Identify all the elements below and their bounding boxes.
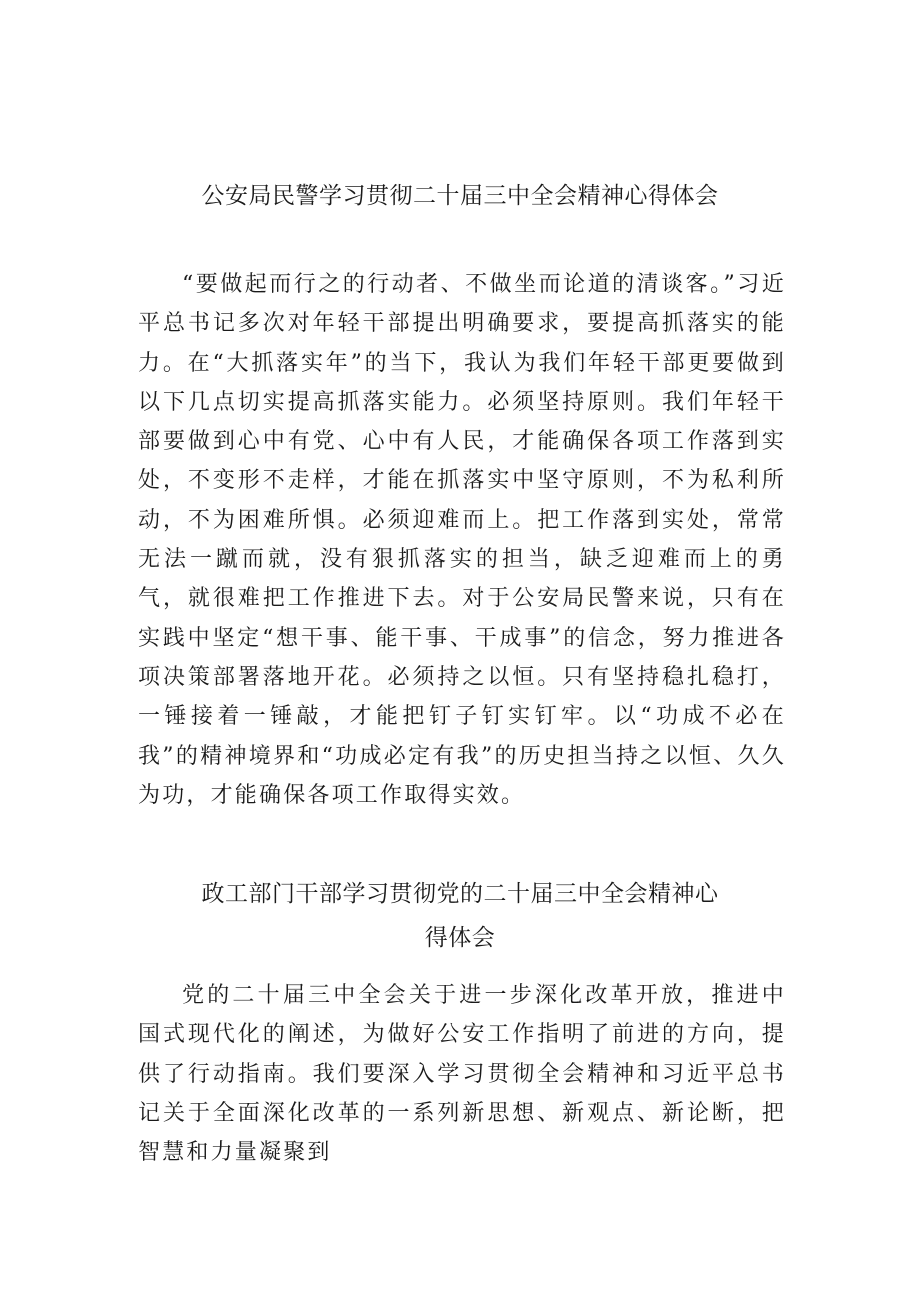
article-body-2: 党的二十届三中全会关于进一步深化改革开放，推进中国式现代化的阐述，为做好公安工作指明了前进的方向，提供了行动指南。我们要深入学习贯彻全会精神和习近平总书记关于全面深化改革的一系列新思想、新观点、新论断，把智慧和力量凝聚到	[138, 983, 786, 1166]
article-title-2: 政工部门干部学习贯彻党的二十届三中全会精神心得体会	[201, 881, 719, 951]
article-body-1: “要做起而行之的行动者、不做坐而论道的清谈客。”习近平总书记多次对年轻干部提出明确要求，要提高抓落实的能力。在“大抓落实年”的当下，我认为我们年轻干部更要做到以下几点切实提高抓落实能力。必须坚持原则。我们年轻干部要做到心中有党、心中有人民，才能确保各项工作落到实处，不变形不走样，才能在抓落实中坚守原则，不为私利所动，不为困难所惧。必须迎难而上。把工作落到实处，常常无法一蹴而就，没有狠抓落实的担当，缺乏迎难而上的勇气，就很难把工作推进下去。对于公安局民警来说，只有在实践中坚定“想干事、能干事、干成事”的信念，努力推进各项决策部署落地开花。必须持之以恒。只有坚持稳扎稳打，一锤接着一锤敲，才能把钉子钉实钉牢。以“功成不必在我”的精神境界和“功成必定有我”的历史担当持之以恒、久久为功，才能确保各项工作取得实效。	[138, 272, 786, 808]
article-title-1: 公安局民警学习贯彻二十届三中全会精神心得体会	[201, 183, 719, 209]
